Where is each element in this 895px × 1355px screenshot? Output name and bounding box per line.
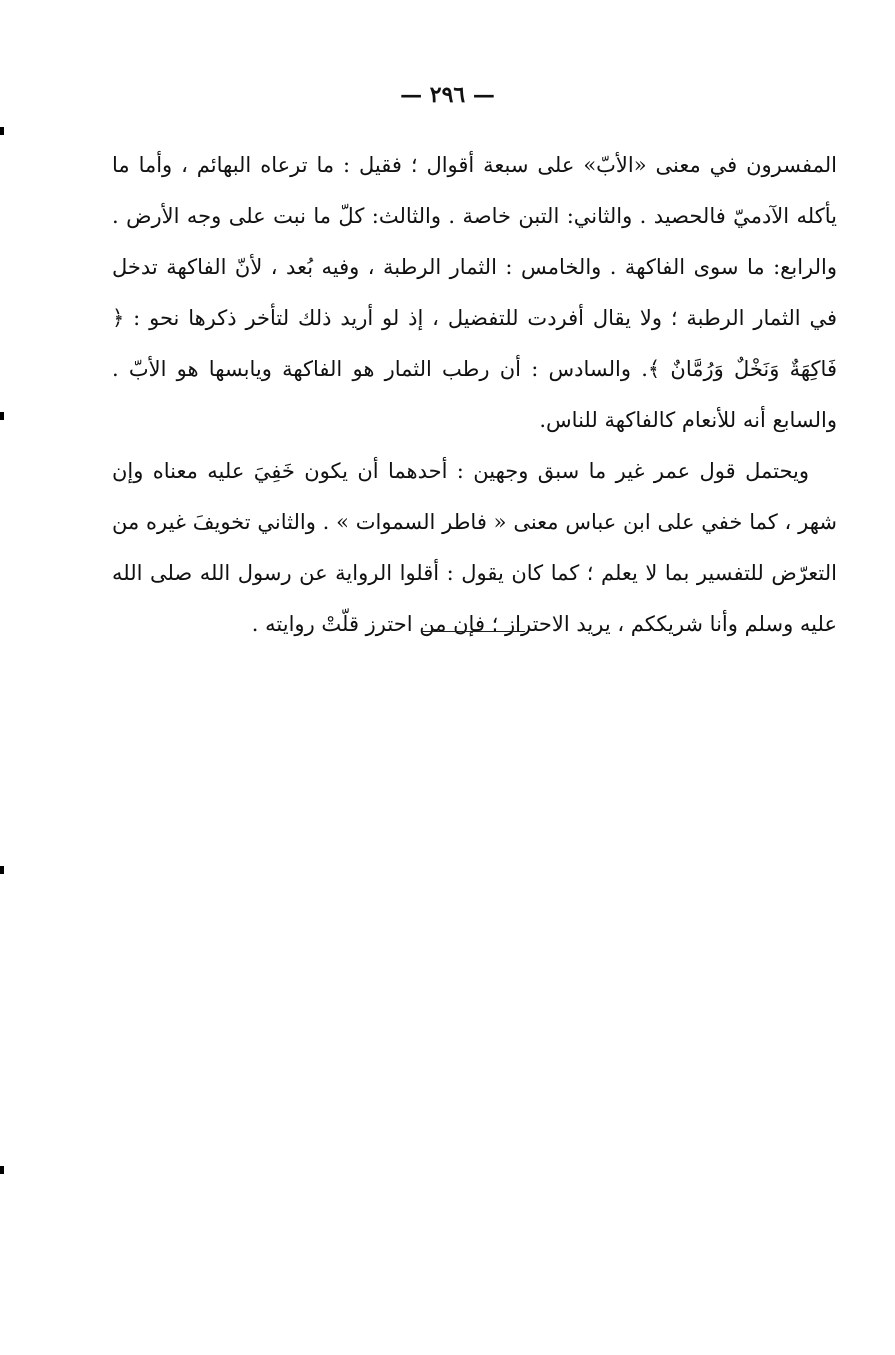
binding-hole-mark (0, 127, 4, 135)
binding-hole-mark (0, 1166, 4, 1174)
binding-hole-mark (0, 412, 4, 420)
paragraph-1: المفسرون في معنى «الأبّ» على سبعة أقوال ؛ فقيل : ما ترعاه البهائم ، وأما ما يأكله الآدميّ فالحصيد . والثاني: التبن خاصة . والثالث: كلّ ما نبت على وجه الأرض . والرابع: ما سوى الفاكهة . والخامس : الثمار الرطبة ، وفيه بُعد ، لأنّ الفاكهة تدخل في الثمار الرطبة ؛ ولا يقال أفردت للتفضيل ، إذ لو أريد ذلك لتأخر ذكرها نحو : ﴿ فَاكِهَةٌ وَنَخْلٌ وَرُمَّانٌ ﴾. والسادس : أن رطب الثمار هو الفاكهة ويابسها هو الأبّ . والسابع أنه للأنعام كالفاكهة للناس. (112, 153, 837, 432)
paragraph-2: ويحتمل قول عمر غير ما سبق وجهين : أحدهما أن يكون خَفِيَ عليه معناه وإن شهر ، كما خفي على ابن عباس معنى « فاطر السموات » . والثاني تخويفَ غيره من التعرّض للتفسير بما لا يعلم ؛ كما كان يقول : أقلوا الرواية عن رسول الله صلى الله عليه وسلم وأنا شريككم ، يريد الاحتراز ؛ فإن من احترز قلّتْ روايته . (112, 459, 837, 636)
page-number: — ٢٩٦ — (400, 82, 495, 108)
body-text (112, 140, 837, 650)
binding-hole-mark (0, 866, 4, 874)
section-end-rule (421, 631, 525, 632)
